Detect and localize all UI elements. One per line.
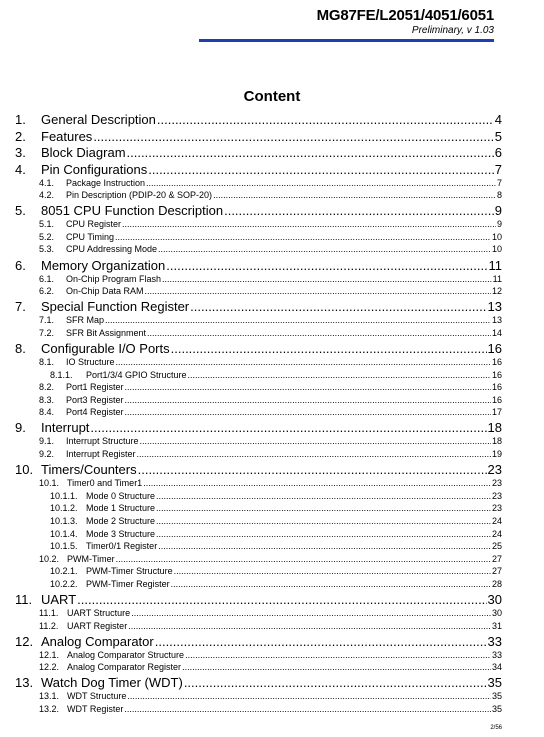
toc-entry-number: 8.2. (39, 382, 55, 393)
content-heading: Content (243, 88, 301, 105)
toc-entry[interactable] (50, 529, 502, 541)
toc-dot-leader (188, 370, 491, 380)
toc-entry[interactable] (50, 541, 502, 553)
toc-entry-number: 5.2. (39, 231, 55, 242)
toc-entry-title: General Description (41, 112, 156, 127)
toc-entry[interactable] (39, 407, 502, 419)
toc-dot-leader (131, 608, 491, 618)
toc-entry-page: 12 (491, 286, 502, 297)
toc-dot-leader (127, 691, 491, 701)
toc-entry-page: 9 (494, 203, 502, 219)
toc-entry[interactable] (15, 420, 502, 436)
toc-entry[interactable] (15, 112, 502, 128)
toc-entry-number: 9.2. (39, 449, 55, 459)
toc-entry[interactable] (15, 341, 502, 357)
toc-entry[interactable] (15, 299, 502, 315)
toc-entry-page: 23 (487, 462, 502, 478)
toc-dot-leader (156, 529, 491, 539)
toc-dot-leader (158, 244, 491, 254)
toc-entry[interactable] (50, 491, 502, 503)
toc-entry-number: 13. (15, 675, 34, 691)
toc-entry-title: PWM-Timer Register (86, 578, 170, 589)
toc-entry-title: PWM-Timer Structure (86, 566, 173, 577)
toc-entry-page: 30 (491, 608, 502, 618)
toc-entry[interactable] (39, 704, 502, 716)
toc-entry-page: 24 (491, 515, 502, 526)
toc-entry[interactable] (50, 566, 502, 578)
toc-entry-page: 16 (487, 340, 502, 356)
toc-dot-leader (77, 592, 486, 607)
toc-entry-title: SFR Map (66, 315, 105, 326)
toc-entry-number: 7. (15, 299, 26, 315)
toc-dot-leader (137, 449, 491, 459)
toc-dot-leader (156, 516, 491, 526)
toc-dot-leader (157, 112, 494, 127)
toc-entry-page: 5 (494, 128, 502, 144)
toc-entry[interactable] (39, 244, 502, 256)
toc-entry-title: CPU Addressing Mode (66, 244, 158, 255)
toc-entry-page: 7 (496, 177, 502, 188)
toc-entry-number: 8.3. (39, 394, 55, 405)
toc-entry[interactable] (50, 579, 502, 591)
toc-entry-title: UART (41, 592, 77, 607)
toc-entry-number: 10.1.3. (50, 515, 78, 526)
toc-dot-leader (155, 634, 487, 649)
toc-entry-title: Interrupt Register (66, 449, 136, 459)
toc-dot-leader (166, 258, 487, 273)
toc-entry-title: UART Structure (67, 608, 131, 618)
toc-entry-title: Port1/3/4 GPIO Structure (86, 369, 187, 380)
toc-entry-page: 27 (491, 553, 502, 564)
toc-entry-page: 16 (491, 382, 502, 393)
toc-dot-leader (182, 662, 491, 672)
toc-entry-page: 25 (491, 541, 502, 552)
toc-entry-number: 1. (15, 112, 26, 127)
document-version: Preliminary, v 1.03 (411, 25, 494, 36)
toc-entry-number: 8.1.1. (50, 369, 73, 380)
toc-entry-number: 4.2. (39, 190, 55, 201)
toc-entry-page: 23 (491, 478, 502, 489)
toc-entry-number: 9. (15, 420, 26, 436)
toc-entry-title: SFR Bit Assignment (66, 327, 147, 338)
toc-dot-leader (115, 232, 491, 242)
toc-entry-title: Pin Configurations (41, 161, 148, 177)
toc-entry-page: 34 (491, 662, 502, 673)
toc-dot-leader (146, 178, 496, 188)
toc-entry-number: 5. (15, 203, 26, 219)
toc-entry-title: Mode 2 Structure (86, 515, 156, 526)
toc-dot-leader (156, 503, 491, 513)
toc-entry-number: 13.1. (39, 691, 60, 702)
toc-entry[interactable] (39, 449, 502, 461)
toc-dot-leader (138, 462, 487, 477)
toc-entry[interactable] (50, 503, 502, 515)
toc-entry[interactable] (15, 129, 502, 145)
toc-entry-number: 5.3. (39, 244, 55, 255)
toc-entry[interactable] (39, 608, 502, 620)
toc-entry-number: 2. (15, 128, 26, 144)
toc-entry[interactable] (39, 650, 502, 662)
toc-entry-number: 3. (15, 145, 26, 160)
toc-entry-number: 6.2. (39, 286, 55, 297)
toc-entry-title: WDT Register (67, 704, 124, 714)
toc-entry-page: 10 (491, 244, 502, 255)
toc-entry[interactable] (39, 274, 502, 286)
toc-entry-page: 10 (491, 231, 502, 242)
toc-entry-page: 19 (491, 449, 502, 459)
toc-entry[interactable] (15, 258, 502, 274)
toc-entry-number: 12.2. (39, 662, 60, 673)
toc-entry-page: 31 (491, 620, 502, 631)
toc-entry-page: 17 (491, 407, 502, 418)
toc-entry-page: 16 (491, 356, 502, 367)
toc-entry[interactable] (39, 286, 502, 298)
toc-entry-title: Analog Comparator (41, 633, 154, 649)
header-divider (199, 39, 494, 42)
toc-entry[interactable] (39, 328, 502, 340)
toc-dot-leader (93, 129, 493, 144)
toc-dot-leader (190, 299, 486, 314)
toc-entry-number: 10. (15, 462, 34, 478)
toc-dot-leader (171, 579, 491, 589)
toc-dot-leader (116, 357, 491, 367)
toc-entry-page: 8 (496, 190, 502, 201)
toc-dot-leader (224, 203, 494, 218)
toc-entry[interactable] (39, 382, 502, 394)
toc-entry[interactable] (39, 395, 502, 407)
toc-entry-title: Analog Comparator Structure (67, 649, 185, 660)
toc-entry-page: 16 (491, 394, 502, 405)
toc-entry-title: Mode 1 Structure (86, 503, 156, 514)
toc-entry-title: PWM-Timer (67, 553, 115, 564)
toc-entry-title: Timer0/1 Register (86, 541, 158, 552)
document-title: MG87FE/L2051/4051/6051 (316, 7, 494, 24)
toc-entry-page: 7 (494, 161, 502, 177)
toc-entry-number: 10.1.2. (50, 503, 78, 514)
toc-entry-number: 6.1. (39, 273, 55, 284)
toc-dot-leader (156, 491, 491, 501)
toc-entry-number: 13.2. (39, 704, 60, 714)
toc-entry-page: 14 (491, 327, 502, 338)
toc-entry-page: 35 (487, 675, 502, 691)
toc-entry-title: Timer0 and Timer1 (67, 478, 143, 489)
toc-entry-number: 12.1. (39, 649, 60, 660)
toc-entry-title: Interrupt Structure (66, 436, 139, 447)
toc-entry-number: 11.2. (39, 620, 59, 631)
toc-entry[interactable] (15, 634, 502, 650)
toc-dot-leader (145, 286, 491, 296)
toc-entry-number: 10.1. (39, 478, 60, 489)
toc-dot-leader (147, 328, 491, 338)
toc-entry-page: 35 (491, 691, 502, 702)
toc-entry[interactable] (50, 516, 502, 528)
toc-entry-title: CPU Register (66, 219, 122, 230)
toc-dot-leader (143, 478, 491, 488)
toc-dot-leader (125, 382, 491, 392)
toc-entry-number: 10.2. (39, 553, 60, 564)
toc-dot-leader (125, 395, 491, 405)
toc-entry-page: 33 (487, 633, 502, 649)
toc-dot-leader (158, 541, 491, 551)
toc-entry-title: CPU Timing (66, 231, 115, 242)
toc-entry-number: 10.2.2. (50, 578, 78, 589)
toc-entry-number: 7.2. (39, 327, 55, 338)
toc-entry-number: 5.1. (39, 219, 55, 230)
toc-entry[interactable] (39, 219, 502, 231)
toc-entry-page: 9 (496, 219, 502, 230)
toc-entry-page: 18 (491, 436, 502, 447)
toc-entry-title: IO Structure (66, 356, 115, 367)
toc-dot-leader (171, 341, 487, 356)
toc-entry-number: 6. (15, 257, 26, 273)
toc-dot-leader (184, 675, 487, 690)
toc-entry-title: WDT Structure (67, 691, 127, 702)
toc-entry[interactable] (39, 190, 502, 202)
toc-entry-number: 10.1.5. (50, 541, 78, 552)
toc-entry-title: Special Function Register (41, 299, 190, 315)
toc-entry-number: 4.1. (39, 177, 55, 188)
toc-dot-leader (105, 315, 491, 325)
toc-entry-page: 28 (491, 578, 502, 589)
toc-entry[interactable] (15, 162, 502, 178)
toc-entry-page: 33 (491, 649, 502, 660)
toc-entry-number: 9.1. (39, 436, 55, 447)
toc-entry-page: 4 (494, 112, 502, 127)
toc-dot-leader (124, 704, 491, 714)
toc-entry-title: Features (41, 128, 93, 144)
toc-entry-title: On-Chip Program Flash (66, 273, 162, 284)
toc-entry[interactable] (39, 232, 502, 244)
toc-dot-leader (162, 274, 492, 284)
toc-entry[interactable] (39, 357, 502, 369)
toc-entry[interactable] (15, 462, 502, 478)
toc-entry-number: 10.1.4. (50, 528, 78, 539)
toc-entry-number: 4. (15, 161, 26, 177)
toc-entry[interactable] (39, 691, 502, 703)
toc-entry-page: 30 (487, 592, 502, 607)
toc-entry-title: Mode 0 Structure (86, 490, 156, 501)
toc-entry-title: Mode 3 Structure (86, 528, 156, 539)
toc-entry-title: 8051 CPU Function Description (41, 203, 224, 219)
toc-entry-title: On-Chip Data RAM (66, 286, 144, 297)
toc-dot-leader (148, 162, 494, 177)
toc-entry[interactable] (39, 178, 502, 190)
toc-entry[interactable] (15, 592, 502, 608)
toc-entry-page: 23 (491, 490, 502, 501)
toc-entry-title: Timers/Counters (41, 462, 137, 478)
toc-dot-leader (185, 650, 491, 660)
toc-entry-number: 11.1. (39, 608, 59, 618)
toc-entry-title: Analog Comparator Register (67, 662, 182, 673)
toc-entry-title: Watch Dog Timer (WDT) (41, 675, 183, 691)
toc-entry[interactable] (15, 675, 502, 691)
toc-entry-number: 8.4. (39, 407, 55, 418)
toc-entry-number: 12. (15, 633, 34, 649)
toc-entry-page: 13 (487, 299, 502, 315)
toc-dot-leader (90, 420, 486, 435)
page-number: 2/56 (490, 725, 502, 731)
toc-entry-number: 11. (15, 592, 33, 607)
toc-entry-title: UART Register (67, 620, 128, 631)
toc-entry-title: Interrupt (41, 420, 90, 436)
toc-entry-title: Configurable I/O Ports (41, 340, 170, 356)
toc-entry[interactable] (39, 662, 502, 674)
toc-entry-title: Pin Description (PDIP-20 & SOP-20) (66, 190, 213, 201)
toc-entry[interactable] (39, 478, 502, 490)
toc-entry[interactable] (39, 436, 502, 448)
toc-entry-page: 24 (491, 528, 502, 539)
toc-dot-leader (127, 145, 494, 160)
toc-entry-page: 13 (491, 315, 502, 326)
toc-entry-number: 8. (15, 340, 26, 356)
toc-dot-leader (174, 566, 491, 576)
toc-entry-page: 11 (492, 273, 502, 284)
toc-entry-page: 11 (488, 257, 502, 273)
toc-entry-title: Port3 Register (66, 394, 124, 405)
toc-dot-leader (122, 219, 496, 229)
toc-entry-title: Package Instruction (66, 177, 146, 188)
toc-entry-page: 35 (491, 704, 502, 714)
toc-entry-page: 27 (491, 566, 502, 577)
toc-entry[interactable] (39, 621, 502, 633)
toc-dot-leader (116, 554, 491, 564)
toc-entry-page: 6 (494, 145, 502, 160)
toc-entry-number: 10.2.1. (50, 566, 78, 577)
toc-entry-page: 18 (487, 420, 502, 436)
toc-entry-number: 10.1.1. (50, 490, 78, 501)
toc-entry-number: 7.1. (39, 315, 55, 326)
toc-dot-leader (128, 621, 491, 631)
toc-entry[interactable] (39, 554, 502, 566)
toc-dot-leader (125, 407, 491, 417)
toc-dot-leader (213, 190, 496, 200)
toc-entry-title: Port4 Register (66, 407, 124, 418)
toc-entry-page: 16 (491, 369, 502, 380)
toc-entry-title: Port1 Register (66, 382, 124, 393)
toc-entry[interactable] (15, 203, 502, 219)
toc-entry[interactable] (39, 315, 502, 327)
toc-dot-leader (140, 436, 491, 446)
toc-entry-title: Block Diagram (41, 145, 126, 160)
toc-entry-page: 23 (491, 503, 502, 514)
toc-entry-number: 8.1. (39, 356, 55, 367)
toc-entry[interactable] (15, 145, 502, 161)
toc-entry[interactable] (50, 370, 502, 382)
toc-entry-title: Memory Organization (41, 257, 166, 273)
